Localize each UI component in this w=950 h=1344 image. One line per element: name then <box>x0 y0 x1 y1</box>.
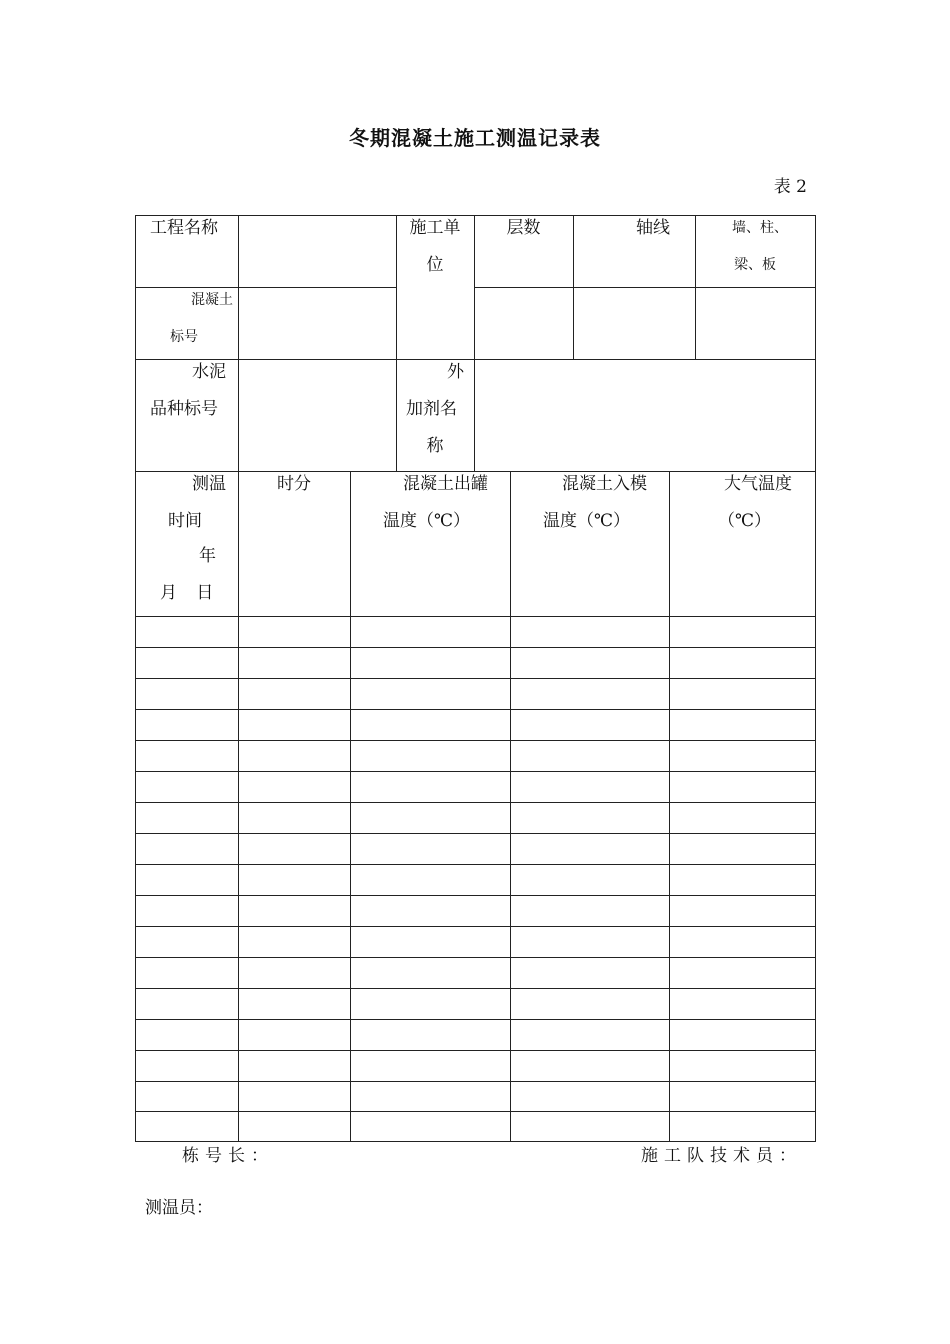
label-cement-line1: 水泥 <box>192 362 226 382</box>
col-tank-temp-line1: 混凝土出罐 <box>403 474 488 494</box>
label-member-type-line2: 梁、板 <box>734 257 776 273</box>
col-air-temp-line2: （℃） <box>718 511 772 531</box>
label-admixture-line2: 加剂名 <box>406 399 457 419</box>
table-number: 表 2 <box>773 177 807 197</box>
col-time-line3: 年 <box>199 546 216 566</box>
page-title: 冬期混凝土施工测温记录表 <box>349 126 601 150</box>
label-project-name: 工程名称 <box>150 218 218 238</box>
label-member-type-line1: 墙、柱、 <box>732 220 788 236</box>
col-tank-temp-line2: 温度（℃） <box>383 511 471 531</box>
col-time-line2: 时间 <box>168 511 202 531</box>
footer-temp-recorder: 测温员： <box>145 1198 213 1218</box>
col-mold-temp-line2: 温度（℃） <box>543 511 631 531</box>
col-time-line1: 测温 <box>192 474 226 494</box>
label-concrete-grade-line2: 标号 <box>170 329 198 345</box>
label-construction-unit-line2: 位 <box>426 255 444 275</box>
label-construction-unit-line1: 施工单 <box>409 218 461 238</box>
col-mold-temp-line1: 混凝土入模 <box>562 474 647 494</box>
label-admixture-line1: 外 <box>447 362 464 382</box>
col-hour-min: 时分 <box>277 474 311 494</box>
footer-technician: 施工队技术员： <box>641 1146 802 1166</box>
label-axis: 轴线 <box>636 218 670 238</box>
footer-building-head: 栋号长： <box>182 1146 274 1166</box>
col-air-temp-line1: 大气温度 <box>724 474 792 494</box>
col-time-line4: 月 日 <box>160 583 214 603</box>
label-admixture-line3: 称 <box>426 436 444 456</box>
label-cement-line2: 品种标号 <box>150 399 218 419</box>
label-concrete-grade-line1: 混凝土 <box>191 292 233 308</box>
label-floors: 层数 <box>506 218 541 238</box>
